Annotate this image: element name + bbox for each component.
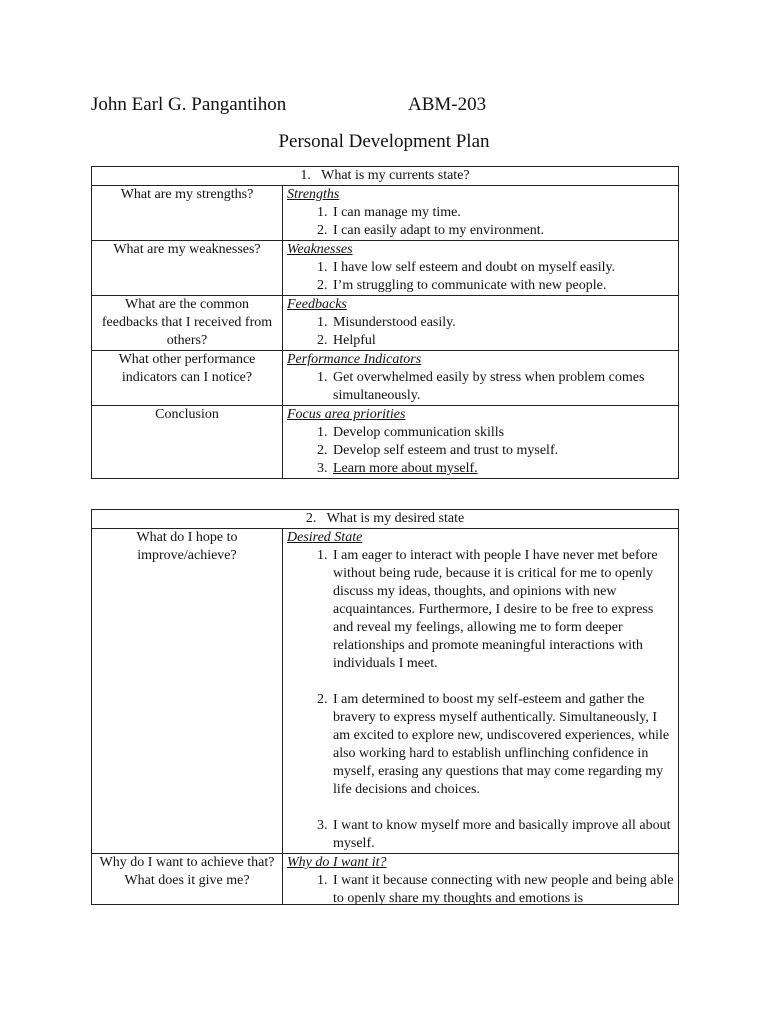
question-cell: What are my weaknesses? [92, 241, 283, 296]
list-item: 2. I am determined to boost my self-esteem and gather the bravery to express myself authentically. Simultaneously, I am excited to explore new, undiscovered experiences, while also working hard to establish unflinching confidence in myself, erasing any questions that may come regarding my life decisions and choices. [331, 691, 674, 799]
answer-subheading: Weaknesses [287, 242, 353, 257]
answer-list [287, 369, 674, 405]
answer-cell [283, 296, 679, 351]
current-state-table [91, 166, 679, 479]
table-row [92, 406, 679, 479]
desired-state-table [91, 509, 679, 905]
answer-cell [283, 241, 679, 296]
answer-list [287, 204, 674, 240]
answer-subheading: Feedbacks [287, 297, 347, 312]
answer-subheading: Strengths [287, 187, 340, 202]
list-item: 1. I am eager to interact with people I have never met before without being rude, because it is critical for me to openly discuss my ideas, thoughts, and opinions with new acquaintances. Furthermore, I desire to be free to express and reveal my feelings, allowing me to form deeper relationships and promote meaningful interactions with individuals I meet. [331, 547, 674, 673]
table-row [92, 296, 679, 351]
question-cell: What other performance indicators can I notice? [92, 351, 283, 406]
question-cell: Why do I want to achieve that? What does it give me? [92, 854, 283, 905]
answer-cell [283, 351, 679, 406]
list-item: 2. I’m struggling to communicate with new people. [331, 277, 674, 295]
list-item: 1. Misunderstood easily. [331, 314, 674, 332]
answer-subheading: Performance Indicators [287, 352, 422, 367]
list-item: 3. I want to know myself more and basically improve all about myself. [331, 817, 674, 853]
author-name: John Earl G. Pangantihon [91, 94, 287, 115]
section-heading [92, 167, 679, 186]
table-row [92, 241, 679, 296]
list-item: 2. Develop self esteem and trust to myself. [331, 442, 674, 460]
question-cell: What are my strengths? [92, 186, 283, 241]
list-item: 1. Get overwhelmed easily by stress when problem comes simultaneously. [331, 369, 674, 405]
answer-cell [283, 854, 679, 905]
section-heading-text: What is my currents state? [321, 168, 470, 183]
answer-list [287, 424, 674, 478]
answer-clip [287, 854, 674, 904]
list-item: 1. I can manage my time. [331, 204, 674, 222]
answer-list [287, 314, 674, 350]
class-section: ABM-203 [408, 94, 487, 115]
section-heading-text: What is my desired state [326, 511, 465, 526]
table-row [92, 529, 679, 854]
answer-list [287, 259, 674, 295]
answer-list [287, 872, 674, 904]
table-header-row [92, 510, 679, 529]
list-item: 1. I have low self esteem and doubt on myself easily. [331, 259, 674, 277]
section-number: 1. [300, 168, 311, 183]
answer-list [287, 547, 674, 853]
table-row [92, 186, 679, 241]
question-cell: Conclusion [92, 406, 283, 479]
list-item: 2. I can easily adapt to my environment. [331, 222, 674, 240]
table-row [92, 351, 679, 406]
question-cell: What do I hope to improve/achieve? [92, 529, 283, 854]
table-header-row [92, 167, 679, 186]
section-number: 2. [305, 511, 317, 526]
list-item: 2. Helpful [331, 332, 674, 350]
list-item: 1. Develop communication skills [331, 424, 674, 442]
list-item: 3. Learn more about myself. [331, 460, 674, 478]
answer-subheading: Why do I want it? [287, 855, 387, 870]
page-title: Personal Development Plan [278, 131, 490, 152]
table-row [92, 854, 679, 905]
answer-cell [283, 186, 679, 241]
answer-subheading: Focus area priorities [287, 407, 406, 422]
answer-subheading: Desired State [287, 530, 363, 545]
question-cell: What are the common feedbacks that I received from others? [92, 296, 283, 351]
section-heading [92, 510, 679, 529]
answer-cell [283, 529, 679, 854]
list-item: 1. I want it because connecting with new people and being able to openly share my thoughts and emotions is [331, 872, 674, 904]
answer-cell [283, 406, 679, 479]
